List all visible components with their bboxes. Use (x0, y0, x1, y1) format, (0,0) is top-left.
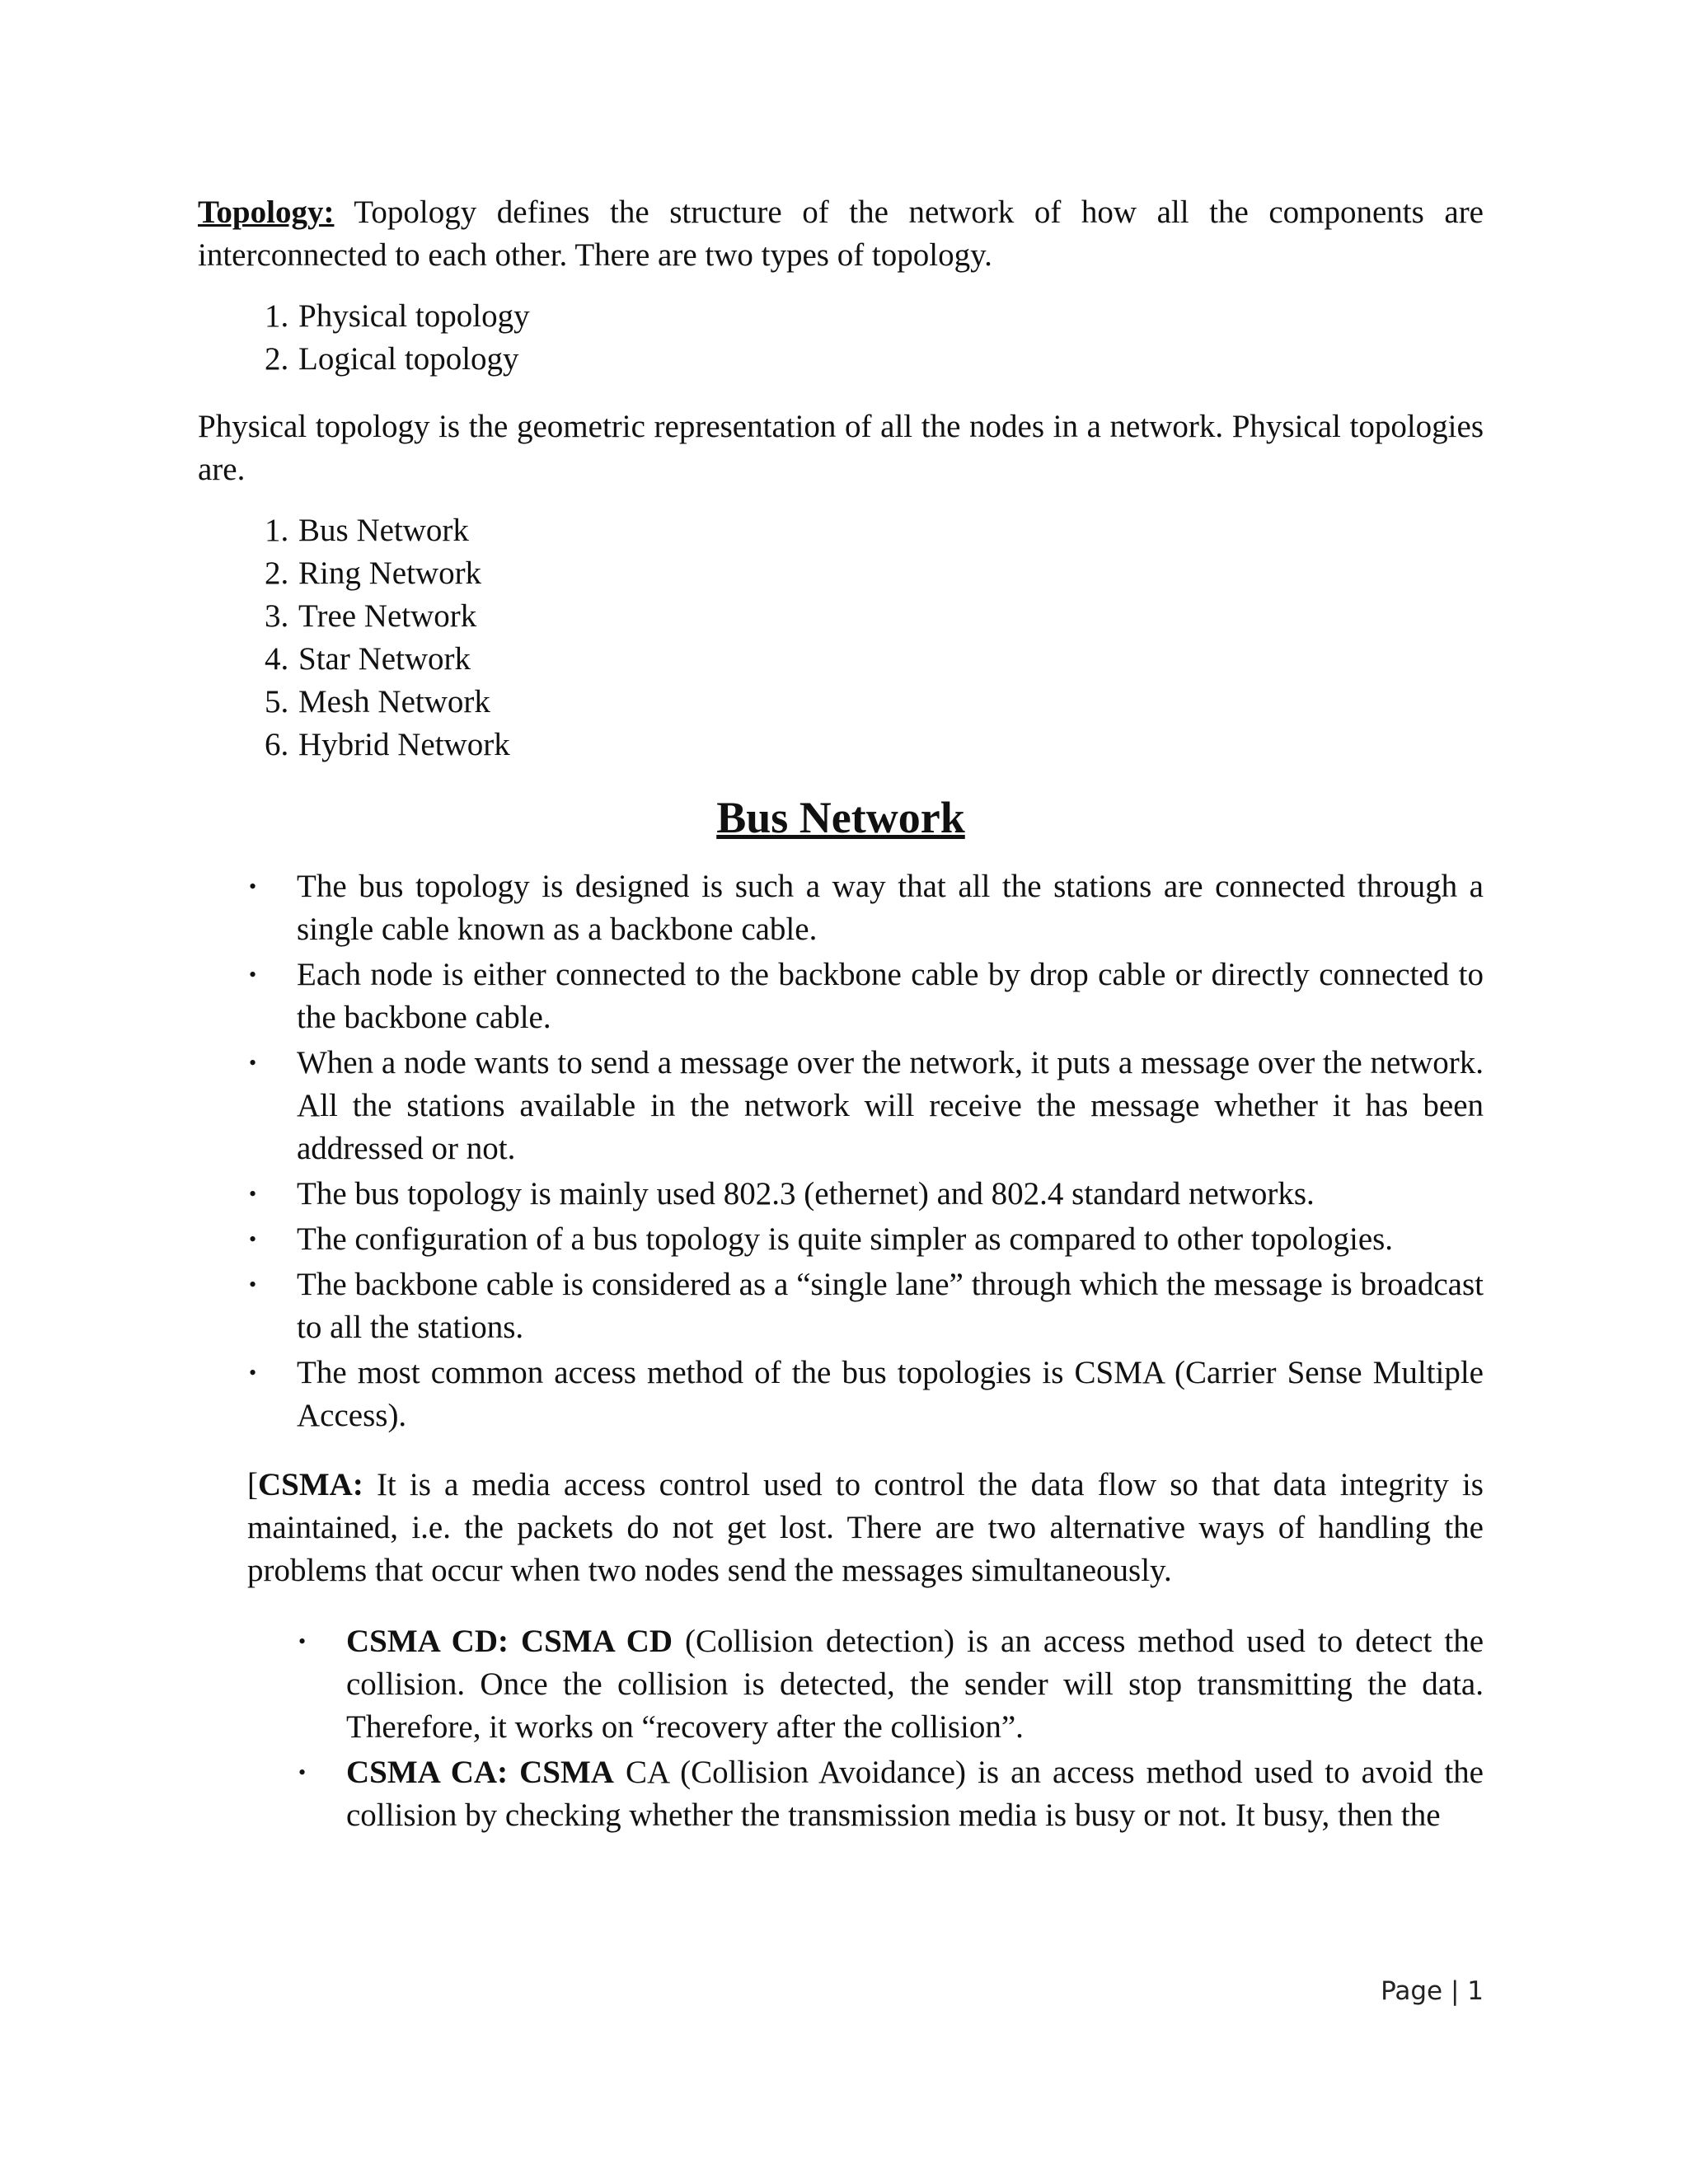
bullet-icon: • (249, 1051, 257, 1075)
csma-methods-list (198, 1620, 1484, 1837)
csma-open-bracket: [ (247, 1467, 258, 1502)
csma-cd-term: CSMA CD: CSMA CD (346, 1624, 673, 1659)
list-item: 1. Physical topology (297, 295, 1484, 338)
topology-types-list (198, 295, 1484, 381)
document-page (198, 191, 1484, 1840)
bullet-text: The bus topology is designed is such a way that all the stations are connected through a single cable known as a backbone cable. (297, 869, 1484, 947)
csma-term: CSMA: (258, 1467, 363, 1502)
bullet-item (249, 1218, 1484, 1261)
bus-network-heading: Bus Network (716, 793, 965, 842)
bullet-item (249, 1352, 1484, 1437)
bullet-text: When a node wants to send a message over the network, it puts a message over the network. All the stations available in the network will receive the message whether it has been addressed or not. (297, 1045, 1484, 1166)
csma-cd-text: (Collision detection) is an access method used to detect the collision. Once the collision is detected, the sender will stop transmitting the data. Therefore, it works on “recovery after the collision”. (346, 1624, 1484, 1745)
bullet-text: The most common access method of the bus topologies is CSMA (Carrier Sense Multiple Access). (297, 1355, 1484, 1433)
bullet-item (249, 1042, 1484, 1170)
bullet-item (249, 1263, 1484, 1349)
intro-paragraph (198, 191, 1484, 277)
csma-ca-text: CA (Collision Avoidance) is an access method used to avoid the collision by checking whether the transmission media is busy or not. It busy, then the (346, 1755, 1484, 1833)
bullet-icon: • (249, 963, 257, 987)
topology-term: Topology: (198, 194, 335, 230)
bullet-icon: • (249, 1361, 257, 1385)
list-item: 6. Hybrid Network (297, 724, 1484, 766)
list-item: 1. Bus Network (297, 509, 1484, 552)
csma-text: It is a media access control used to control the data flow so that data integrity is maintained, i.e. the packets do not get lost. There are two alternative ways of handling the problems that occur when two nodes send the messages simultaneously. (247, 1467, 1484, 1588)
bullet-text: The configuration of a bus topology is quite simpler as compared to other topologies. (297, 1221, 1394, 1257)
physical-topologies-list (198, 509, 1484, 766)
list-item: 3. Tree Network (297, 595, 1484, 638)
csma-ca-term: CSMA CA: CSMA (346, 1755, 614, 1790)
bullet-item (298, 1751, 1484, 1837)
page-number: Page | 1 (1381, 1976, 1484, 2006)
bullet-icon: • (249, 1182, 257, 1206)
bullet-icon: • (249, 1272, 257, 1296)
bullet-text: Each node is either connected to the backbone cable by drop cable or directly connected to the backbone cable. (297, 957, 1484, 1035)
bullet-item (249, 1173, 1484, 1216)
bullet-icon: • (249, 874, 257, 898)
csma-paragraph (247, 1464, 1484, 1592)
list-item: 2. Logical topology (297, 338, 1484, 381)
bullet-item (249, 954, 1484, 1039)
bus-network-points (198, 865, 1484, 1437)
bullet-icon: • (298, 1629, 307, 1653)
intro-text: Topology defines the structure of the network of how all the components are interconnected to each other. There are two types of topology. (198, 194, 1484, 273)
bullet-text: The backbone cable is considered as a “single lane” through which the message is broadcast to all the stations. (297, 1267, 1484, 1345)
list-item: 4. Star Network (297, 638, 1484, 681)
bullet-text: The bus topology is mainly used 802.3 (ethernet) and 802.4 standard networks. (297, 1176, 1315, 1212)
bullet-item (249, 865, 1484, 951)
list-item: 2. Ring Network (297, 552, 1484, 595)
bullet-icon: • (249, 1227, 257, 1251)
physical-topology-paragraph: Physical topology is the geometric representation of all the nodes in a network. Physical topologies are. (198, 409, 1484, 487)
bullet-item (298, 1620, 1484, 1749)
bullet-icon: • (298, 1760, 307, 1784)
list-item: 5. Mesh Network (297, 681, 1484, 724)
csma-section (198, 1464, 1484, 1592)
